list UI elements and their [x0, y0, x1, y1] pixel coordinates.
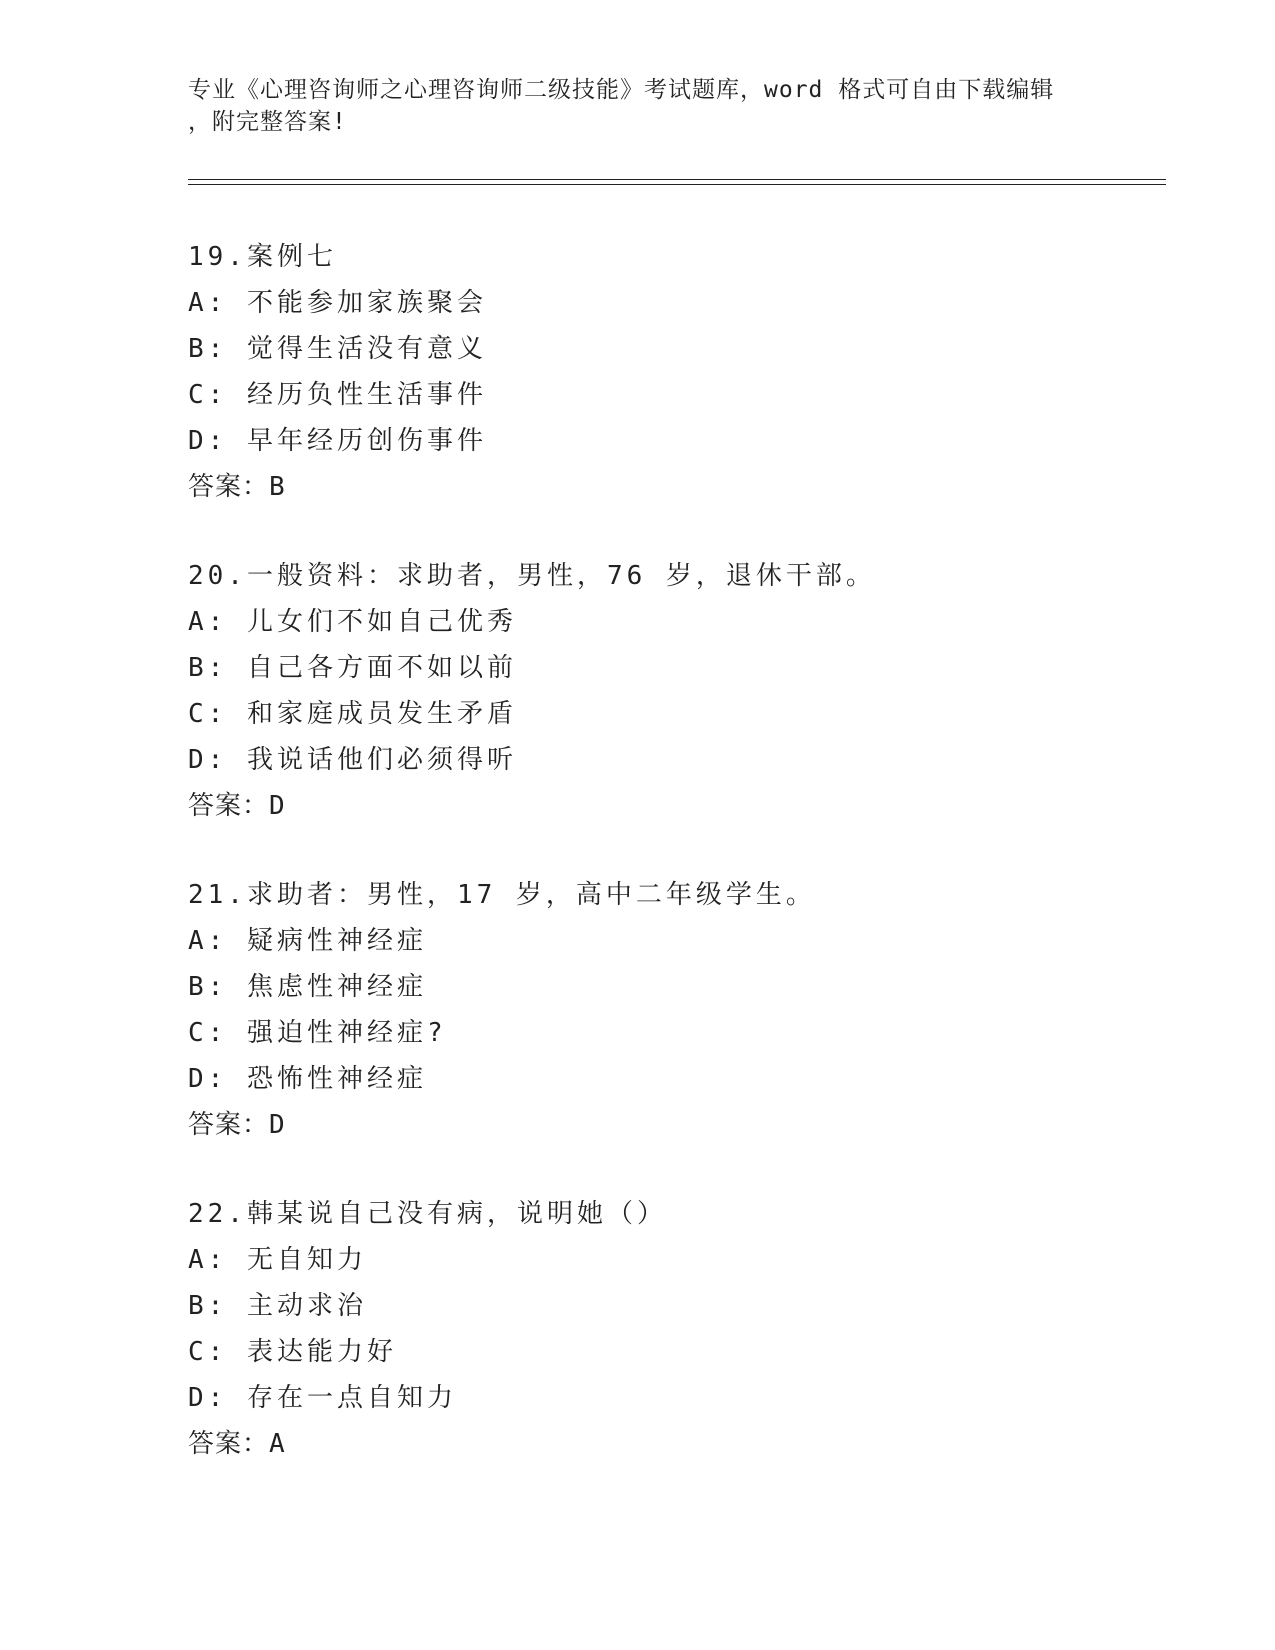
- option-c: C: 和家庭成员发生矛盾: [188, 699, 517, 729]
- answer-line: [188, 464, 1188, 510]
- header-divider-top: [188, 179, 1166, 180]
- answer-value: D: [269, 791, 286, 821]
- option-c: C: 表达能力好: [188, 1337, 397, 1367]
- option-a: A: 疑病性神经症: [188, 926, 427, 956]
- question-stem: 20.一般资料：求助者，男性，76 岁，退休干部。: [188, 561, 876, 591]
- option-d: D: 我说话他们必须得听: [188, 745, 517, 775]
- answer-label: 答案：: [188, 791, 270, 821]
- answer-value: B: [269, 472, 286, 502]
- option-a: A: 无自知力: [188, 1245, 367, 1275]
- question-22: [188, 1191, 1188, 1467]
- document-header: [188, 74, 1088, 138]
- header-line-1: 专业《心理咨询师之心理咨询师二级技能》考试题库，word 格式可自由下载编辑: [188, 77, 1055, 103]
- option-d: D: 存在一点自知力: [188, 1383, 457, 1413]
- option-a: A: 不能参加家族聚会: [188, 288, 487, 318]
- option-c: C: 强迫性神经症?: [188, 1018, 447, 1048]
- answer-value: D: [269, 1110, 286, 1140]
- question-19: [188, 234, 1188, 510]
- question-stem: 19.案例七: [188, 242, 337, 272]
- answer-value: A: [269, 1429, 286, 1459]
- header-divider-bottom: [188, 184, 1166, 185]
- option-d: D: 早年经历创伤事件: [188, 426, 487, 456]
- option-b: B: 觉得生活没有意义: [188, 334, 487, 364]
- answer-label: 答案：: [188, 1429, 270, 1459]
- option-b: B: 焦虑性神经症: [188, 972, 427, 1002]
- question-21: [188, 872, 1188, 1148]
- header-line-2: ，附完整答案!: [188, 109, 347, 135]
- answer-line: [188, 1421, 1188, 1467]
- question-20: [188, 553, 1188, 829]
- question-list: [188, 234, 1188, 1510]
- option-b: B: 自己各方面不如以前: [188, 653, 517, 683]
- answer-line: [188, 1102, 1188, 1148]
- question-stem: 21.求助者：男性，17 岁，高中二年级学生。: [188, 880, 816, 910]
- option-d: D: 恐怖性神经症: [188, 1064, 427, 1094]
- answer-line: [188, 783, 1188, 829]
- question-stem: 22.韩某说自己没有病，说明她（）: [188, 1199, 667, 1229]
- answer-label: 答案：: [188, 472, 270, 502]
- option-b: B: 主动求治: [188, 1291, 367, 1321]
- answer-label: 答案：: [188, 1110, 270, 1140]
- option-c: C: 经历负性生活事件: [188, 380, 487, 410]
- option-a: A: 儿女们不如自己优秀: [188, 607, 517, 637]
